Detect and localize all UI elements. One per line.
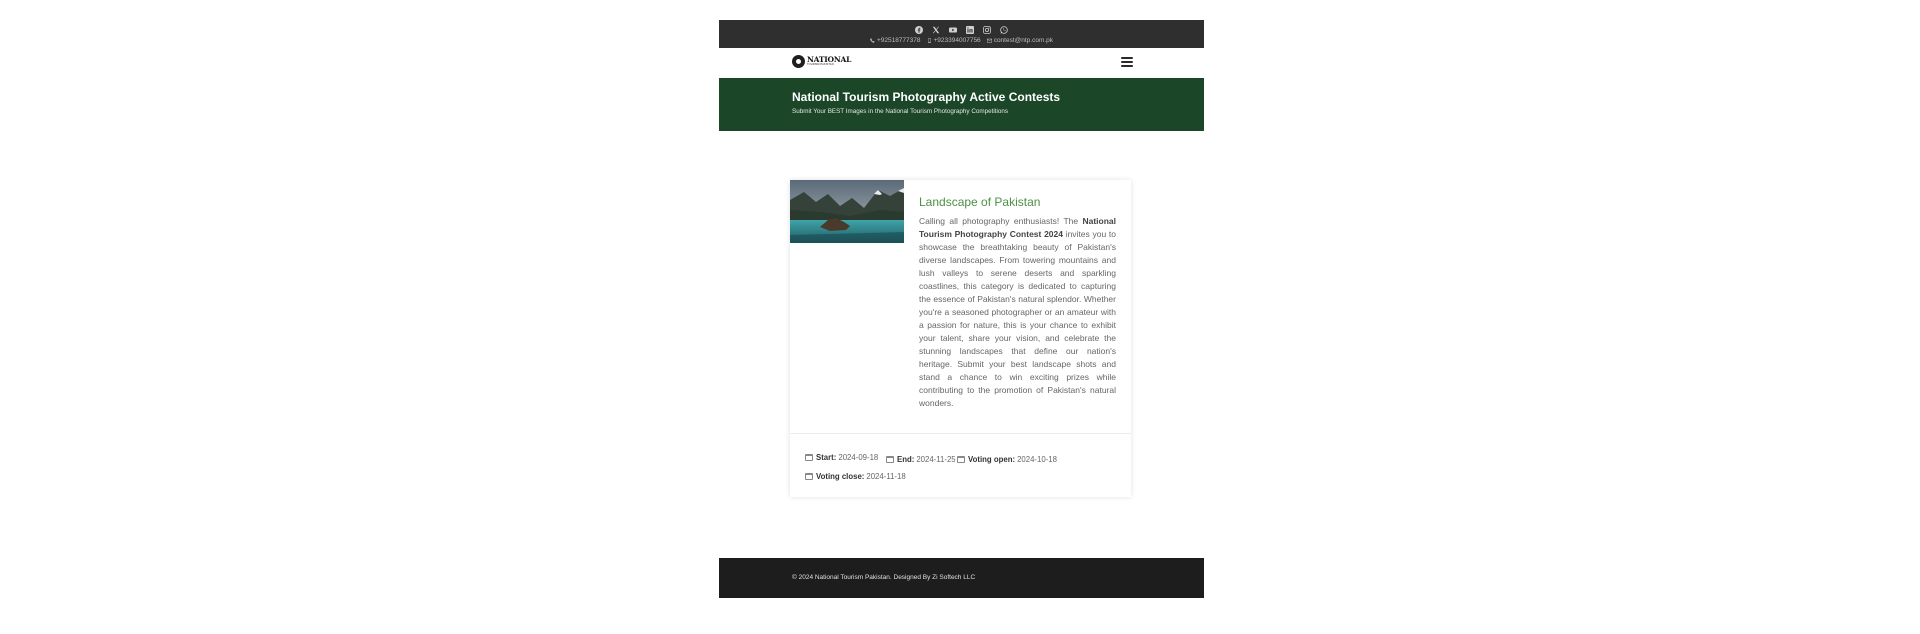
page-title: National Tourism Photography Active Contests [792, 90, 1061, 104]
hero-banner [719, 78, 1204, 131]
top-bar [719, 20, 1204, 48]
card-divider [790, 433, 1131, 434]
start-value: 2024-09-18 [838, 453, 879, 462]
hamburger-menu-icon[interactable] [1121, 57, 1133, 67]
calendar-icon [805, 454, 813, 461]
description-intro: Calling all photography enthusiasts! The [919, 216, 1083, 226]
instagram-icon[interactable] [983, 26, 991, 34]
copyright-text: © 2024 National Tourism Pakistan. Designed By Zi Softech LLC [792, 574, 976, 581]
envelope-icon [987, 38, 992, 43]
voting-close-date [805, 472, 906, 481]
phone-contact[interactable] [870, 37, 921, 44]
start-label: Start: [816, 453, 837, 462]
calendar-icon [886, 456, 894, 463]
calendar-icon [805, 473, 813, 480]
description-highlight: National Tourism Photography Contest 2024 [919, 216, 1116, 239]
logo-emblem-icon [792, 55, 805, 68]
mobile-icon [927, 38, 932, 43]
x-icon[interactable] [932, 26, 940, 34]
youtube-icon[interactable] [949, 26, 957, 34]
voting-open-value: 2024-10-18 [1017, 455, 1057, 464]
mobile-contact[interactable] [927, 37, 981, 44]
email-contact[interactable] [987, 37, 1053, 44]
logo-subtitle: TOURISM PAKISTAN [807, 63, 834, 67]
contest-title[interactable]: Landscape of Pakistan [919, 195, 1041, 209]
phone-number-2: +923394007756 [933, 37, 981, 44]
site-logo[interactable] [792, 55, 851, 68]
site-footer [719, 558, 1204, 598]
phone-number-1: +92518777378 [876, 37, 921, 44]
facebook-icon[interactable] [915, 26, 923, 34]
navbar [719, 48, 1204, 78]
phone-icon [870, 38, 875, 43]
whatsapp-icon[interactable] [1000, 26, 1008, 34]
end-label: End: [897, 455, 915, 464]
contest-thumbnail[interactable] [790, 180, 904, 243]
end-date [886, 455, 956, 464]
end-value: 2024-11-25 [916, 455, 956, 464]
contact-info [870, 37, 1053, 44]
page-frame [719, 20, 1204, 131]
linkedin-icon[interactable] [966, 26, 974, 34]
description-body: invites you to showcase the breathtaking beauty of Pakistan's diverse landscapes. From towering mountains and lush valleys to serene deserts and sparkling coastlines, this category is dedicated to capturing the essence of Pakistan's natural splendor. Whether you're a seasoned photographer or an amateur with a passion for nature, this is your chance to exhibit your talent, share your vision, and celebrate the stunning landscapes that define our nation's heritage. Submit your best landscape shots and stand a chance to win exciting prizes while contributing to the promotion of Pakistan's natural wonders. [919, 229, 1116, 408]
logo-title: NATIONAL [807, 54, 852, 64]
email-address: contest@ntp.com.pk [993, 37, 1054, 44]
voting-close-value: 2024-11-18 [866, 472, 906, 481]
social-links [915, 24, 1008, 35]
page-subtitle: Submit Your BEST Images in the National Tourism Photography Competitions [792, 108, 1009, 115]
voting-close-label: Voting close: [816, 472, 865, 481]
voting-open-label: Voting open: [968, 455, 1016, 464]
contest-description [919, 215, 1116, 410]
voting-open-date [957, 455, 1057, 464]
calendar-icon [957, 456, 965, 463]
contest-card [790, 180, 1131, 497]
start-date [805, 453, 878, 462]
